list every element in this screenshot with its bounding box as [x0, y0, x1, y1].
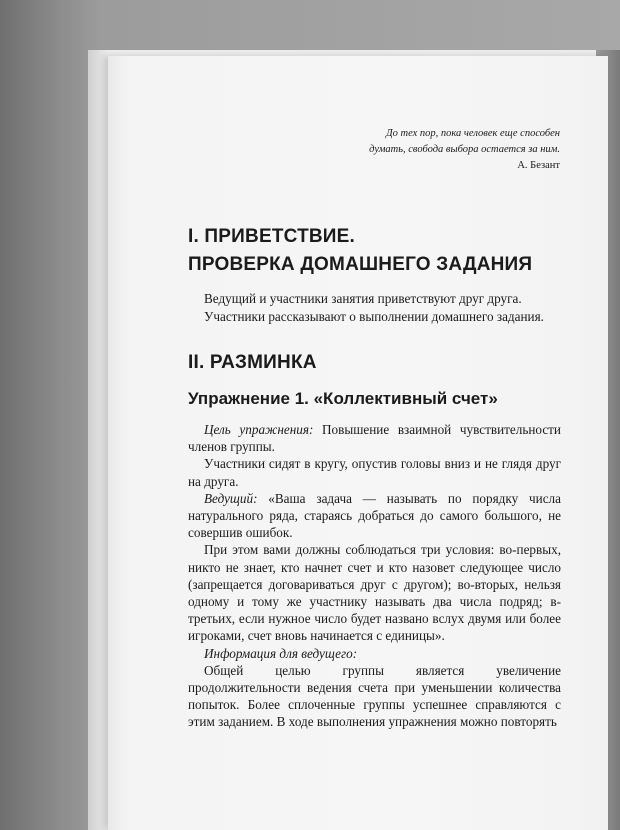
goal-text: Повышение взаимной чувствительности членов группы. — [188, 422, 561, 455]
goal-label: Цель упражнения: — [204, 422, 314, 437]
info-label: Информация для ведущего: — [204, 645, 358, 661]
epigraph-line-2: думать, свобода выбора остается за ним. — [369, 144, 560, 155]
leader-paragraph — [188, 490, 561, 542]
group-goal-paragraph: Общей целью группы является увеличение продолжительности ведения счета при уменьшении количества попыток. Более сплоченные группы успешнее справляются с этим заданием. В ходе выполнения упражнения можно повторять — [188, 662, 561, 730]
epigraph-author: А. Безант — [517, 160, 560, 171]
epigraph-line-1: До тех пор, пока человек еще способен — [385, 128, 560, 139]
section1-paragraph-2: Участники рассказывают о выполнении домашнего задания. — [204, 308, 544, 324]
exercise-title: Упражнение 1. «Коллективный счет» — [188, 389, 498, 408]
sitting-paragraph: Участники сидят в кругу, опустив головы вниз и не глядя друг на друга. — [188, 456, 561, 489]
section2-title: II. РАЗМИНКА — [188, 352, 317, 373]
section1-title-line2: ПРОВЕРКА ДОМАШНЕГО ЗАДАНИЯ — [188, 254, 533, 275]
leader-text: «Ваша задача — называть по порядку числа натурального ряда, стараясь добраться до самого большого, не совершив ошибок. — [188, 490, 561, 541]
conditions-paragraph: При этом вами должны соблюдаться три условия: во-первых, никто не знает, кто начнет счет и кто назовет следующее число (запрещается договариваться друг с другом); во-вторых, нельзя одному и тому же участнику называть два числа подряд; в-третьих, если нужное число будет названо вслух двумя или более игроками, счет вновь начинается с единицы». — [188, 542, 561, 644]
section1-body — [204, 290, 560, 325]
section1-title-line1: I. ПРИВЕТСТВИЕ. — [188, 226, 356, 247]
exercise-body — [188, 421, 561, 731]
section1-paragraph-1: Ведущий и участники занятия приветствуют друг друга. — [204, 291, 522, 306]
info-heading — [188, 645, 561, 662]
epigraph — [300, 126, 560, 174]
goal-paragraph — [188, 421, 561, 455]
leader-label: Ведущий: — [204, 490, 258, 506]
